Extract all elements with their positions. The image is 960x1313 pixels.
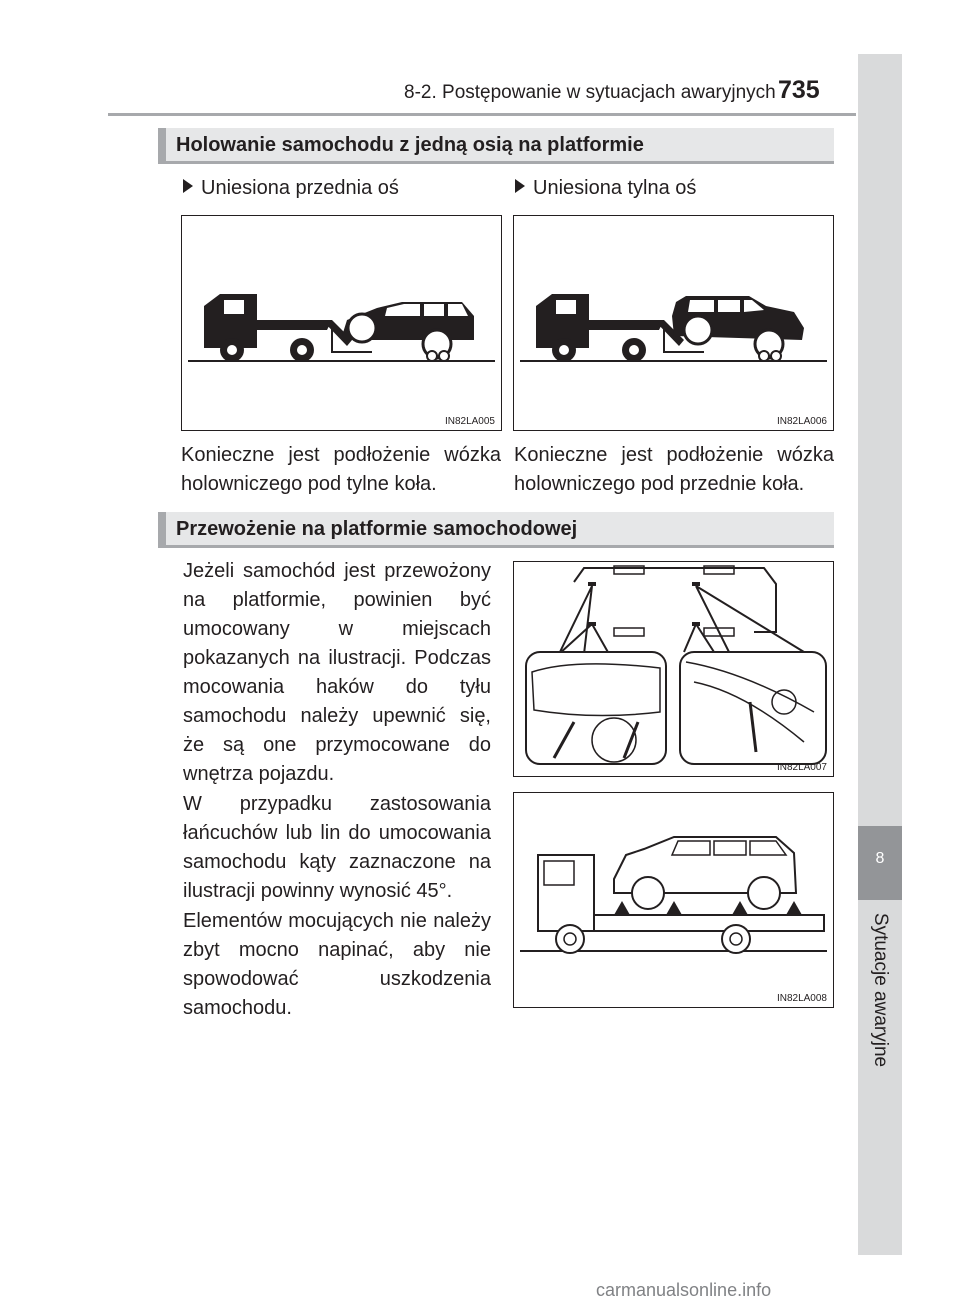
side-tab-top bbox=[858, 54, 902, 826]
section-heading-bar bbox=[158, 512, 834, 548]
bullet-front-axle: Uniesiona przednia oś bbox=[183, 177, 399, 200]
caption-front-lifted: Konieczne jest podłożenie wózka holowniczego pod tylne koła. bbox=[181, 444, 501, 495]
figure-tow-rear-lifted bbox=[513, 215, 834, 431]
figure-tow-front-lifted bbox=[181, 215, 502, 431]
figure-id: IN82LA007 bbox=[776, 762, 827, 773]
paragraph-angle: W przypadku zastosowania łańcuchów lub lin do umocowania samochodu kąty zaznaczone na ilustracji powinny wynosić 45°. bbox=[183, 793, 491, 902]
paragraph-tension: Elementów mocujących nie należy zbyt mocno napinać, aby nie spowodować uszkodzenia samochodu. bbox=[183, 910, 491, 1019]
running-header: 8-2. Postępowanie w sytuacjach awaryjnych bbox=[404, 82, 776, 103]
section-title: Holowanie samochodu z jedną osią na platformie bbox=[176, 134, 644, 156]
chapter-number: 8 bbox=[875, 850, 885, 867]
figure-mounting-points bbox=[513, 561, 834, 777]
figure-id: IN82LA008 bbox=[776, 993, 827, 1004]
section-title: Przewożenie na platformie samochodowej bbox=[176, 518, 578, 540]
bullet-arrow-icon bbox=[515, 179, 525, 193]
bullet-arrow-icon bbox=[183, 179, 193, 193]
figure-id: IN82LA006 bbox=[776, 416, 827, 427]
footer-watermark: carmanualsonline.info bbox=[596, 1280, 772, 1300]
paragraph-mounting: Jeżeli samochód jest przewożony na platformie, powinien być umocowany w miejscach pokazanych na ilustracji. Podczas mocowania haków do tyłu samochodu należy upewnić się, że są one przymocowane do wnętrza pojazdu. bbox=[183, 560, 491, 785]
figure-flatbed-transport bbox=[513, 792, 834, 1008]
header-rule bbox=[108, 113, 856, 116]
caption-rear-lifted: Konieczne jest podłożenie wózka holowniczego pod przednie koła. bbox=[514, 444, 834, 495]
figure-id: IN82LA005 bbox=[444, 416, 495, 427]
page-number: 735 bbox=[778, 76, 820, 104]
bullet-rear-axle: Uniesiona tylna oś bbox=[515, 177, 696, 200]
chapter-label: Sytuacje awaryjne bbox=[870, 912, 891, 1068]
section-heading-bar bbox=[158, 128, 834, 164]
